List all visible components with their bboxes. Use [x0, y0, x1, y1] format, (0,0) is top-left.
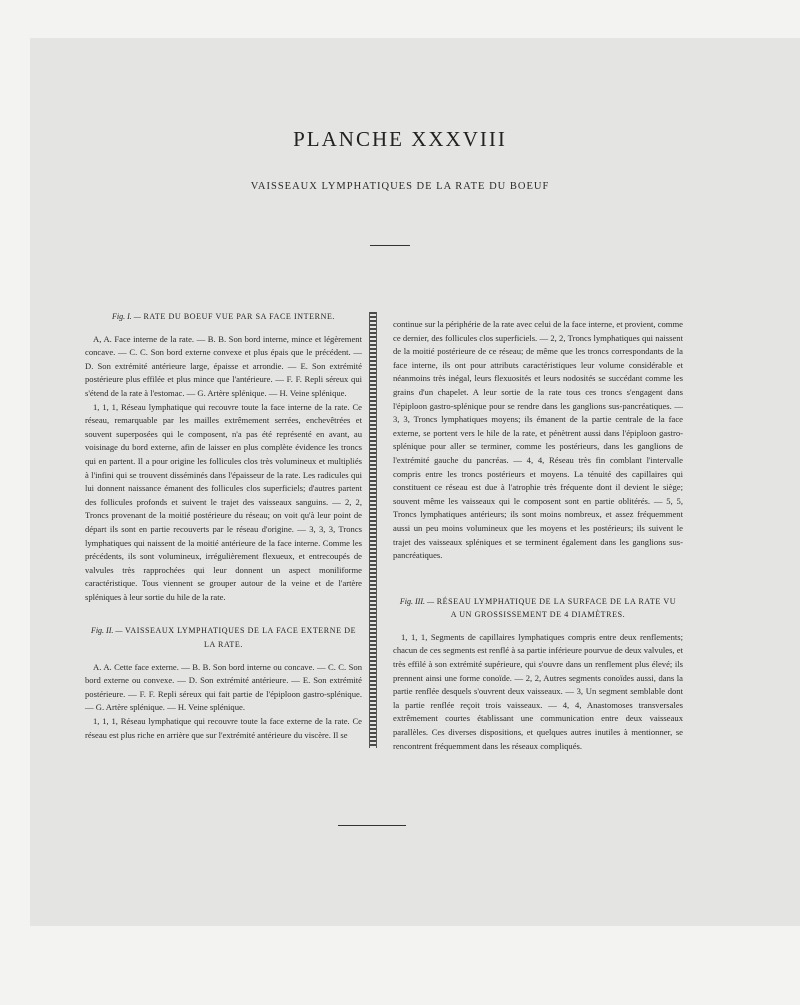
fig2-title: VAISSEAUX LYMPHATIQUES DE LA FACE EXTERNE DE LA RATE. [124, 626, 357, 650]
page-subtitle: VAISSEAUX LYMPHATIQUES DE LA RATE DU BOEUF [250, 181, 550, 192]
fig1-label: Fig. I. — [111, 312, 141, 321]
fig2-heading [85, 624, 362, 651]
fig2-continuation: continue sur la périphérie de la rate avec celui de la face interne, et provient, comme ce dernier, des follicules clos superficiels. — 2, 2, Troncs lymphatiques qui naissent de la moitié postérieure de ce réseau; de même que les troncs correspondants de la face interne, ils ont pour attributs caractéristiques leur volume considérable et néanmoins très inégal, leurs flexuosités et leurs nodosités se succédant comme les grains d'un chapelet. A leur sortie de la rate tous ces troncs s'engagent dans l'épiploon gastro-splénique pour se rendre dans les ganglions sus-pancréatiques. — 3, 3, Troncs lymphatiques moyens; ils émanent de la partie centrale de la face externe, se portent vers le hile de la rate, et pénètrent aussi dans l'épiploon gastro-splénique pour aller se terminer, comme les postérieurs, dans les ganglions de l'extrémité gauche du pancréas. — 4, 4, Réseau très fin comblant l'intervalle compris entre les troncs postérieurs et moyens. La ténuité des capillaires qui constituent ce réseau est due à l'atrophie très fréquente dont il devient le siège; souvent même les vaisseaux qui le composent sont en partie oblitérés. — 5, 5, Troncs lymphatiques antérieurs; ils sont moins nombreux, et assez fréquemment aussi un peu moins volumineux que les moyens et les postérieurs; ils suivent le trajet des vaisseaux spléniques et se terminent également dans les ganglions sus-pancréatiques. [393, 319, 683, 561]
fig3-label: Fig. III. — [399, 596, 435, 606]
fig1-heading [85, 310, 362, 324]
fig1-paragraph: A, A. Face interne de la rate. — B. B. Son bord interne, mince et légèrement concave. — C. C. Son bord externe convexe et plus épais que le précédent. — D. Son extrémité antérieure large, épaisse et arrondie. — E. Son extrémité postérieure plus effilée et plus mince que l'antérieure. — F. F. Repli séreux qui s'étend de la rate à l'estomac. — G. Artère splénique. — H. Veine splénique. [85, 333, 362, 398]
fig2-paragraph: A. A. Cette face externe. — B. B. Son bord interne ou concave. — C. C. Son bord externe ou convexe. — D. Son extrémité antérieure. — E. Son extrémité postérieure. — F. F. Repli séreux qui fait partie de l'épiploon gastro-splénique. — G. Artère splénique. — H. Veine splénique. [85, 661, 362, 713]
column-divider-chain [369, 312, 377, 748]
fig3-heading [393, 595, 683, 622]
fig2-paragraph: 1, 1, 1, Réseau lymphatique qui recouvre toute la face externe de la rate. Ce réseau est plus riche en arrière que sur l'extrémité antérieure du viscère. Il se [85, 716, 362, 740]
right-column [393, 318, 683, 753]
left-column [85, 310, 362, 742]
fig2-label: Fig. II. — [90, 626, 123, 636]
title-divider [370, 245, 410, 246]
fig1-paragraph: 1, 1, 1, Réseau lymphatique qui recouvre toute la face interne de la rate. Ce réseau, remarquable par les mailles extrêmement serrées, enchevêtrées et souvent superposées qui le composent, n'a pas été représenté en avant, au voisinage du bord externe, afin de laisser en plus complète évidence les troncs qui en partent. Il a pour origine les follicules clos très volumineux et multipliés à l'infini qui se trouvent disséminés dans l'épaisseur de la rate. Les radicules qui lui donnent naissance émanent des follicules clos superficiels; d'autres partent des follicules profonds et suivent le trajet des vaisseaux sanguins. — 2, 2, Troncs provenant de la moitié postérieure du réseau; on voit qu'à leur point de départ ils sont en partie recouverts par le réseau d'origine. — 3, 3, 3, Troncs lymphatiques qui naissent de la moitié antérieure de la face interne. Comme les précédents, ils sont volumineux, irrégulièrement flexueux, et entrecoupés de valvules très rapprochées qui leur donnent un aspect moniliforme caractéristique. Tous viennent se grouper autour de la veine et de l'artère spléniques à leur sortie du hile de la rate. [85, 401, 362, 602]
footer-divider [338, 825, 406, 826]
page-title: PLANCHE XXXVIII [293, 127, 507, 151]
fig3-title-line2: A UN GROSSISSEMENT DE 4 DIAMÈTRES. [450, 610, 626, 620]
fig3-title-line1: RÉSEAU LYMPHATIQUE DE LA SURFACE DE LA RATE VU [436, 596, 677, 606]
fig1-title: RATE DU BOEUF VUE PAR SA FACE INTERNE. [143, 312, 336, 321]
fig3-paragraph: 1, 1, 1, Segments de capillaires lymphatiques compris entre deux renflements; chacun de ces segments est renflé à sa partie inférieure pourvue de deux valvules, et très effilé à son extrémité supérieure, qui s'ouvre dans un renflement plus élevé; ils prennent ainsi une forme conoïde. — 2, 2, Autres segments conoïdes aussi, dans la partie renflée desquels s'ouvrent deux vaisseaux. — 3, Un segment semblable dont la partie renflée reçoit trois vaisseaux. — 4, 4, Anastomoses transversales extrêmement courtes établissant une communication entre deux vaisseaux parallèles. Ces diverses dispositions, et quelques autres inutiles à mentionner, se rencontrent fréquemment dans les réseaux compliqués. [393, 631, 683, 751]
